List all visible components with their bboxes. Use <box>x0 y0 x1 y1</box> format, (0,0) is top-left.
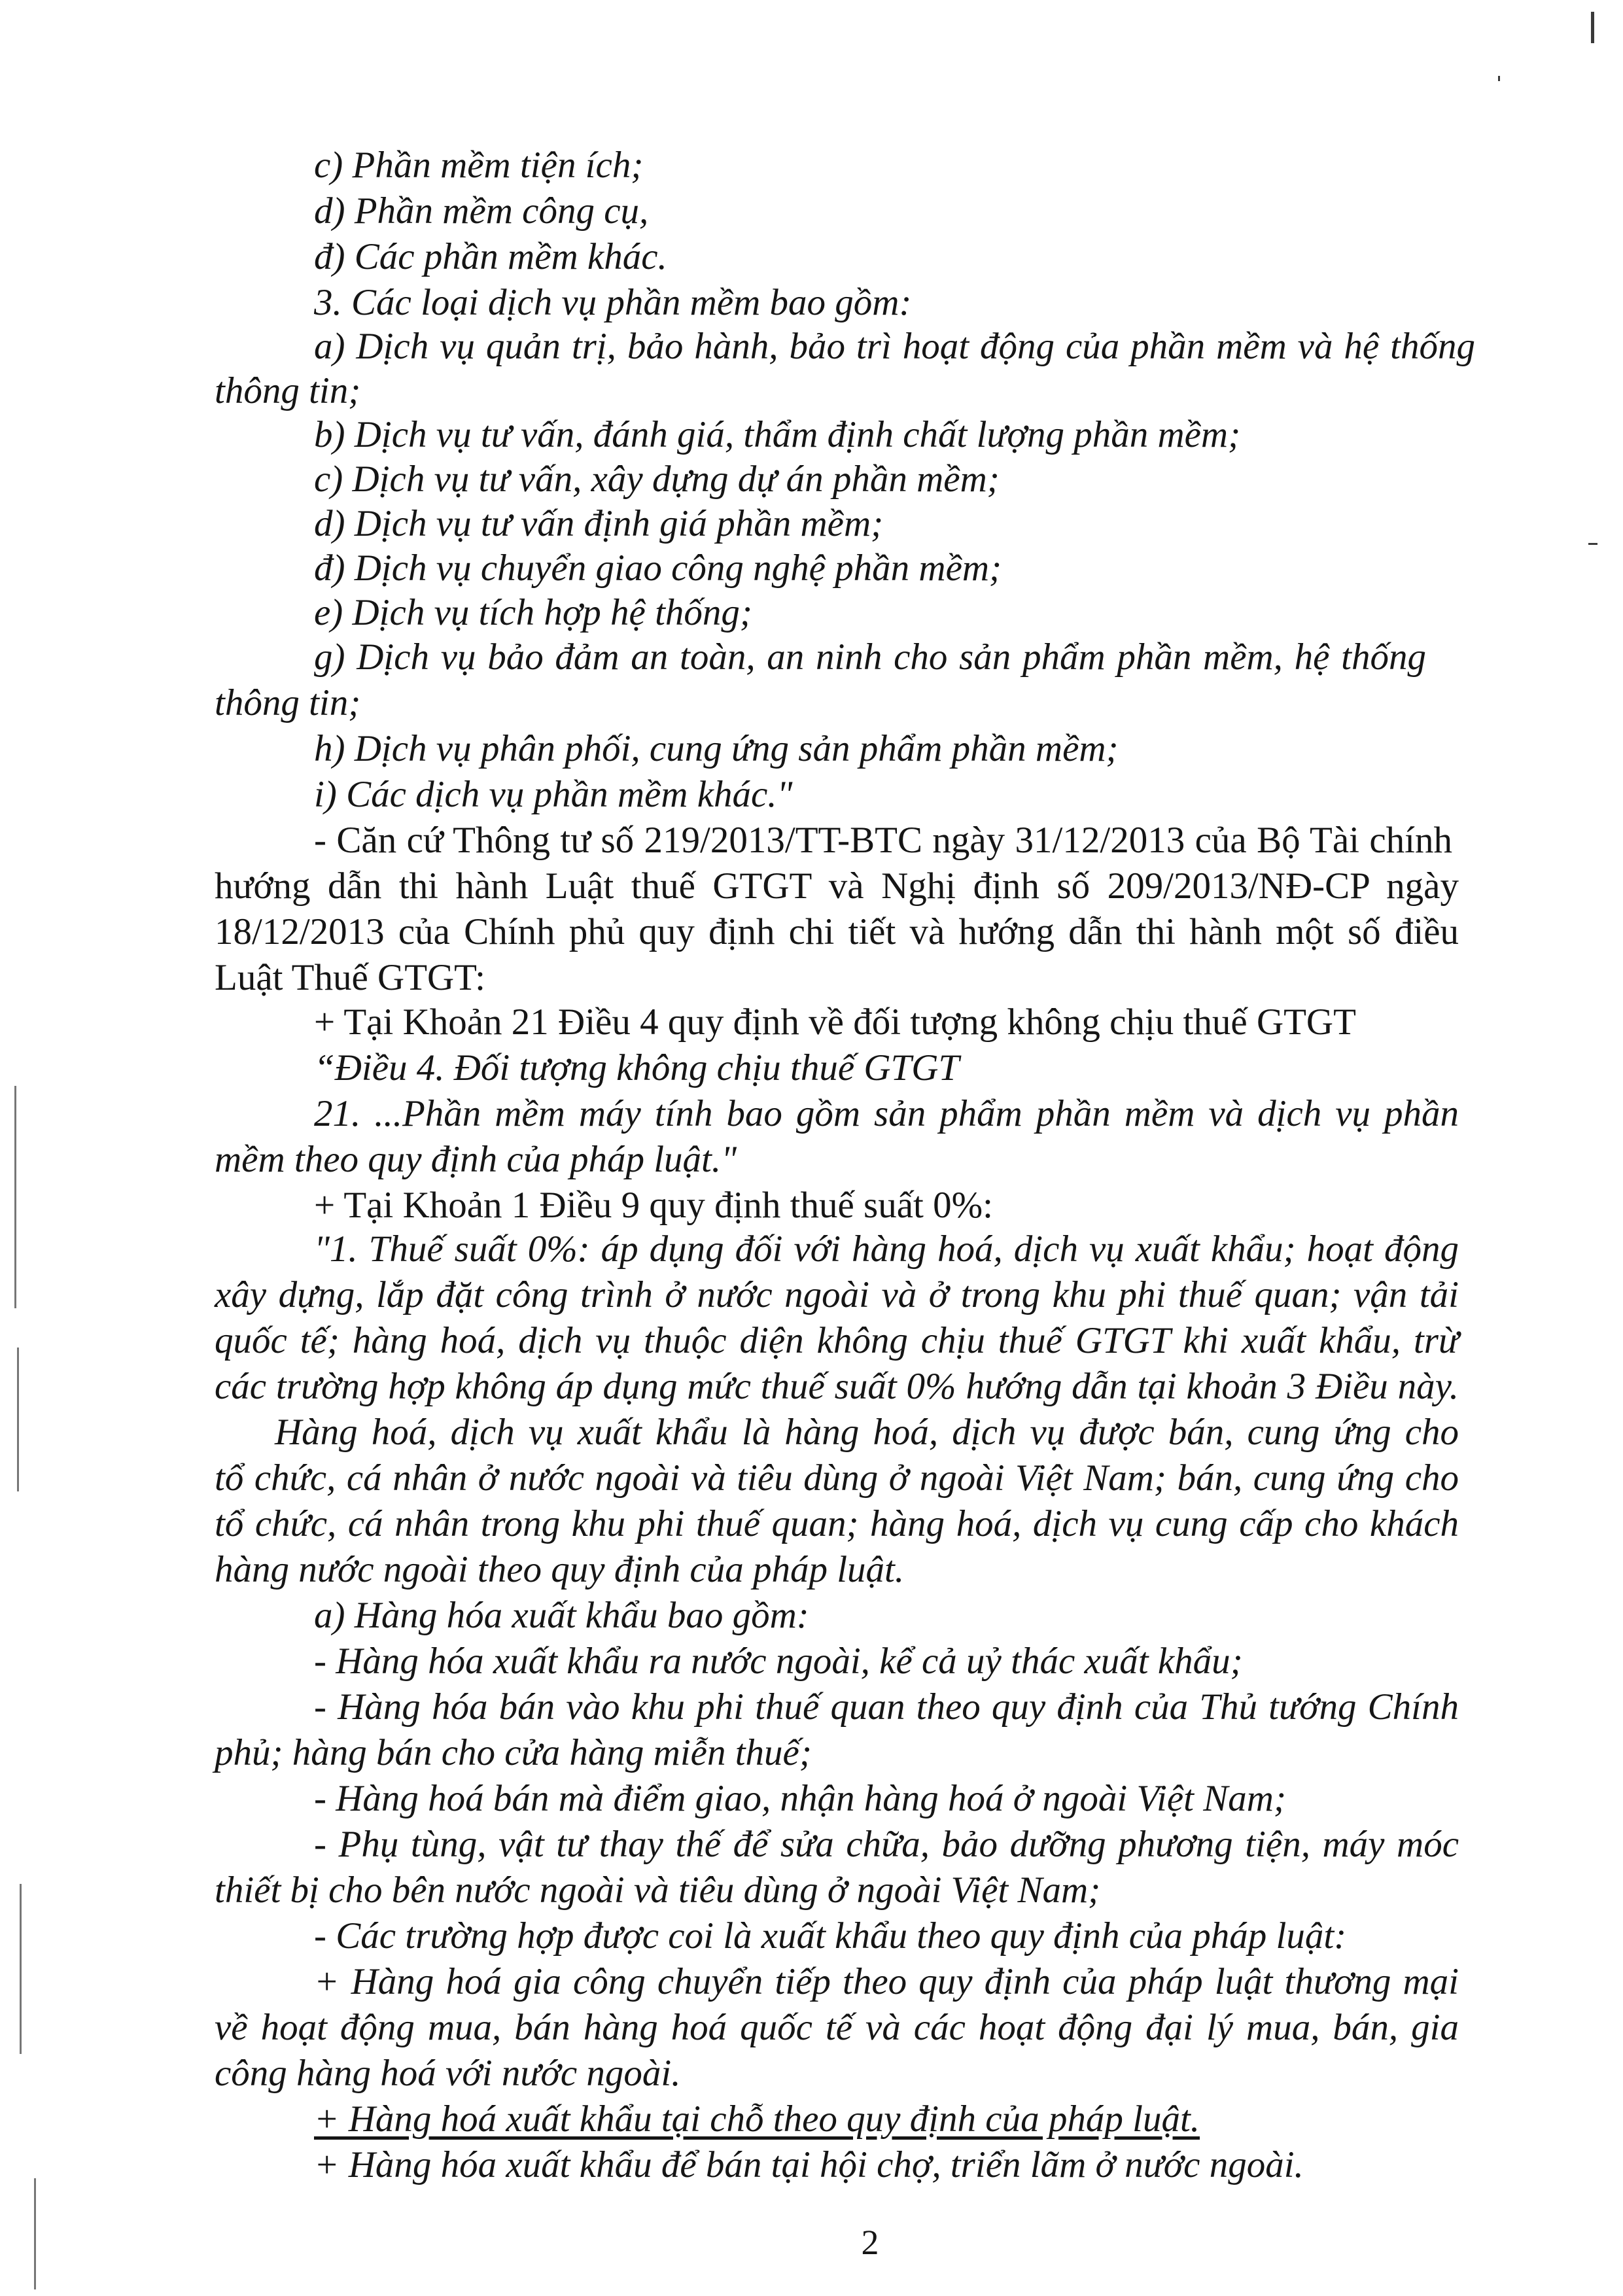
text-line: về hoạt động mua, bán hàng hoá quốc tế và các hoạt động đại lý mua, bán, gia <box>215 2007 1459 2048</box>
scan-margin-line <box>17 1348 19 1491</box>
scan-dot <box>1498 76 1500 81</box>
text-line: xây dựng, lắp đặt công trình ở nước ngoài và ở trong khu phi thuế quan; vận tải <box>215 1274 1459 1315</box>
text-line: + Tại Khoản 21 Điều 4 quy định về đối tượng không chịu thuế GTGT <box>314 1001 1356 1043</box>
text-line: thông tin; <box>215 682 361 723</box>
text-line: c) Phần mềm tiện ích; <box>314 145 644 186</box>
scan-margin-line <box>34 2178 36 2289</box>
text-line: "1. Thuế suất 0%: áp dụng đối với hàng hoá, dịch vụ xuất khẩu; hoạt động <box>314 1228 1459 1270</box>
text-line: 18/12/2013 của Chính phủ quy định chi tiết và hướng dẫn thi hành một số điều <box>215 911 1459 952</box>
text-line: a) Dịch vụ quản trị, bảo hành, bảo trì hoạt động của phần mềm và hệ thống <box>314 326 1475 367</box>
text-line: thiết bị cho bên nước ngoài và tiêu dùng ở ngoài Việt Nam; <box>215 1870 1101 1911</box>
text-line: hướng dẫn thi hành Luật thuế GTGT và Nghị định số 209/2013/NĐ-CP ngày <box>215 865 1459 907</box>
text-line: i) Các dịch vụ phần mềm khác." <box>314 774 793 815</box>
text-line: - Phụ tùng, vật tư thay thế để sửa chữa, bảo dưỡng phương tiện, máy móc <box>314 1824 1459 1865</box>
text-line: - Căn cứ Thông tư số 219/2013/TT-BTC ngày 31/12/2013 của Bộ Tài chính <box>314 820 1452 861</box>
text-line-underlined: + Hàng hoá xuất khẩu tại chỗ theo quy định của pháp luật. <box>314 2098 1200 2140</box>
scan-mark-top-right <box>1591 12 1594 43</box>
text-line: + Tại Khoản 1 Điều 9 quy định thuế suất 0%: <box>314 1185 993 1226</box>
text-line: - Hàng hoá bán mà điểm giao, nhận hàng hoá ở ngoài Việt Nam; <box>314 1778 1286 1819</box>
text-line: phủ; hàng bán cho cửa hàng miễn thuế; <box>215 1732 812 1773</box>
text-line: các trường hợp không áp dụng mức thuế suất 0% hướng dẫn tại khoản 3 Điều này. <box>215 1366 1459 1407</box>
text-line: đ) Các phần mềm khác. <box>314 236 667 277</box>
text-line: b) Dịch vụ tư vấn, đánh giá, thẩm định chất lượng phần mềm; <box>314 414 1241 455</box>
text-line: đ) Dịch vụ chuyển giao công nghệ phần mềm; <box>314 548 1002 589</box>
text-line: h) Dịch vụ phân phối, cung ứng sản phẩm phần mềm; <box>314 728 1119 769</box>
text-line: d) Dịch vụ tư vấn định giá phần mềm; <box>314 503 884 544</box>
text-line: - Các trường hợp được coi là xuất khẩu theo quy định của pháp luật: <box>314 1915 1347 1957</box>
text-line: c) Dịch vụ tư vấn, xây dựng dự án phần mềm; <box>314 459 1000 500</box>
text-line: - Hàng hóa bán vào khu phi thuế quan theo quy định của Thủ tướng Chính <box>314 1686 1459 1728</box>
text-line: tổ chức, cá nhân ở nước ngoài và tiêu dùng ở ngoài Việt Nam; bán, cung ứng cho <box>215 1457 1459 1499</box>
text-line: mềm theo quy định của pháp luật." <box>215 1139 737 1180</box>
text-line: + Hàng hóa xuất khẩu để bán tại hội chợ, triển lãm ở nước ngoài. <box>314 2144 1304 2185</box>
text-line: Luật Thuế GTGT: <box>215 957 486 998</box>
text-line: a) Hàng hóa xuất khẩu bao gồm: <box>314 1595 809 1636</box>
scan-dot <box>1588 543 1597 545</box>
text-line: g) Dịch vụ bảo đảm an toàn, an ninh cho sản phẩm phần mềm, hệ thống <box>314 636 1426 678</box>
scan-margin-line <box>20 1884 22 2054</box>
text-line: công hàng hoá với nước ngoài. <box>215 2053 681 2094</box>
text-line: “Điều 4. Đối tượng không chịu thuế GTGT <box>314 1047 960 1088</box>
text-line: thông tin; <box>215 370 361 411</box>
text-line: e) Dịch vụ tích hợp hệ thống; <box>314 592 752 633</box>
text-line: + Hàng hoá gia công chuyển tiếp theo quy định của pháp luật thương mại <box>314 1961 1459 2002</box>
text-line: tổ chức, cá nhân trong khu phi thuế quan; hàng hoá, dịch vụ cung cấp cho khách <box>215 1503 1459 1544</box>
text-line: - Hàng hóa xuất khẩu ra nước ngoài, kể cả uỷ thác xuất khẩu; <box>314 1641 1243 1682</box>
text-line: quốc tế; hàng hoá, dịch vụ thuộc diện không chịu thuế GTGT khi xuất khẩu, trừ <box>215 1320 1459 1361</box>
text-line: 3. Các loại dịch vụ phần mềm bao gồm: <box>314 282 912 323</box>
text-line: 21. ...Phần mềm máy tính bao gồm sản phẩm phần mềm và dịch vụ phần <box>314 1093 1459 1134</box>
scan-margin-line <box>14 1086 16 1308</box>
text-line: d) Phần mềm công cụ, <box>314 190 649 232</box>
page-number: 2 <box>861 2223 879 2262</box>
text-line: Hàng hoá, dịch vụ xuất khẩu là hàng hoá, dịch vụ được bán, cung ứng cho <box>275 1412 1459 1453</box>
text-line: hàng nước ngoài theo quy định của pháp luật. <box>215 1549 905 1590</box>
